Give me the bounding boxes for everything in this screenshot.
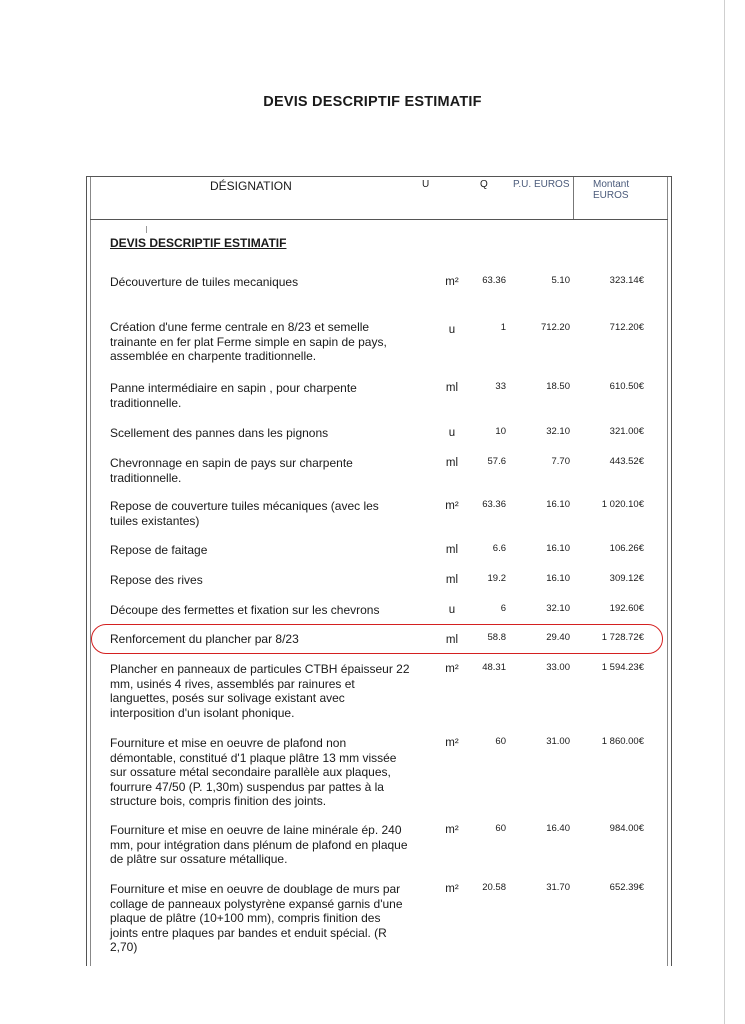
row-unit: m² [445,737,459,749]
document-title: DEVIS DESCRIPTIF ESTIMATIF [263,94,482,110]
row-unit-price: 16.40 [546,823,570,834]
row-qty: 6 [500,603,506,614]
row-qty: 60 [495,736,506,747]
table-inner-border-left [90,177,91,966]
row-qty: 1 [500,322,506,333]
header-amount [593,179,629,201]
row-unit-price: 31.00 [546,736,570,747]
row-qty: 48.31 [482,662,506,673]
header-separator [90,219,668,220]
row-qty: 57.6 [487,456,506,467]
row-unit-price: 7.70 [551,456,570,467]
row-qty: 63.36 [482,275,506,286]
row-unit: u [448,324,456,336]
row-amount: 443.52€ [609,456,644,467]
header-unit-price: P.U. EUROS [513,179,570,190]
row-qty: 58.8 [487,632,506,643]
row-unit: m² [445,883,459,895]
row-amount: 323.14€ [609,275,644,286]
header-qty: Q [480,179,488,190]
header-designation: DÉSIGNATION [210,179,292,193]
row-description: Découverture de tuiles mecaniques [110,275,299,289]
row-unit: m² [445,500,459,512]
row-description: Repose de couverture tuiles mécaniques (avec les tuiles existantes) [110,499,379,528]
row-amount: 712.20€ [609,322,644,333]
row-unit: u [448,427,456,439]
row-unit-price: 29.40 [546,632,570,643]
row-description: Renforcement du plancher par 8/23 [110,632,299,646]
row-qty: 20.58 [482,882,506,893]
row-unit-price: 16.10 [546,499,570,510]
row-amount: 984.00€ [609,823,644,834]
row-unit: m² [445,276,459,288]
row-description: Chevronnage en sapin de pays sur charpente traditionnelle. [110,456,353,485]
row-unit-price: 5.10 [551,275,570,286]
amount-column-separator [573,177,574,219]
row-unit-price: 31.70 [546,882,570,893]
row-unit: ml [445,574,459,586]
row-unit-price: 32.10 [546,426,570,437]
header-amount-line1: Montant [593,179,630,190]
row-unit: ml [445,634,459,646]
row-qty: 10 [495,426,506,437]
header-unit: U [422,179,430,190]
row-amount: 321.00€ [609,426,644,437]
row-unit: u [448,604,456,616]
row-unit-price: 32.10 [546,603,570,614]
row-unit-price: 16.10 [546,573,570,584]
section-title: DEVIS DESCRIPTIF ESTIMATIF [110,236,287,250]
row-description: Création d'une ferme centrale en 8/23 et semelle trainante en fer plat Ferme simple en sapin de pays, assemblée en charpente traditionnelle. [110,320,387,364]
row-description: Scellement des pannes dans les pignons [110,426,329,440]
row-amount: 192.60€ [609,603,644,614]
row-amount: 1 020.10€ [601,499,644,510]
row-qty: 60 [495,823,506,834]
row-qty: 33 [495,381,506,392]
row-description: Panne intermédiaire en sapin , pour charpente traditionnelle. [110,381,357,410]
row-amount: 106.26€ [609,543,644,554]
row-unit-price: 712.20 [540,322,570,333]
row-qty: 6.6 [492,543,506,554]
row-qty: 19.2 [487,573,506,584]
row-description: Fourniture et mise en oeuvre de doublage de murs par collage de panneaux polystyrène expansé garnis d'une plaque de plâtre (10+100 mm), compris finition des joints entre plaques par bandes et enduit spécial. (R 2,70) [110,882,403,955]
row-description: Repose de faitage [110,543,208,557]
row-amount: 1 594.23€ [601,662,644,673]
header-amount-line2: EUROS [593,190,629,201]
row-amount: 652.39€ [609,882,644,893]
row-amount: 1 728.72€ [601,632,644,643]
page-edge [724,0,725,1024]
row-unit: m² [445,824,459,836]
row-amount: 610.50€ [609,381,644,392]
row-description: Repose des rives [110,573,203,587]
row-description: Plancher en panneaux de particules CTBH épaisseur 22 mm, usinés 4 rives, assemblés par rainures et languettes, posés sur solivage existant avec interposition d'un isolant phonique. [110,662,410,720]
row-description: Fourniture et mise en oeuvre de plafond non démontable, constitué d'1 plaque plâtre 13 mm vissée sur ossature métal secondaire parallèle aux plaques, fourrure 47/50 (P. 1,30m) suspendus par pattes à la structure bois, compris finition des joints. [110,736,397,809]
row-qty: 63.36 [482,499,506,510]
row-unit: ml [445,544,459,556]
row-unit: m² [445,663,459,675]
row-unit-price: 18.50 [546,381,570,392]
row-amount: 1 860.00€ [601,736,644,747]
row-unit-price: 16.10 [546,543,570,554]
row-unit: ml [445,382,459,394]
row-amount: 309.12€ [609,573,644,584]
row-description: Découpe des fermettes et fixation sur les chevrons [110,603,380,617]
scan-mark [146,226,147,233]
row-unit: ml [445,457,459,469]
row-unit-price: 33.00 [546,662,570,673]
table-inner-border-right [667,177,668,966]
row-description: Fourniture et mise en oeuvre de laine minérale ép. 240 mm, pour intégration dans plénum de plafond en plaque de plâtre sur ossature métallique. [110,823,408,867]
